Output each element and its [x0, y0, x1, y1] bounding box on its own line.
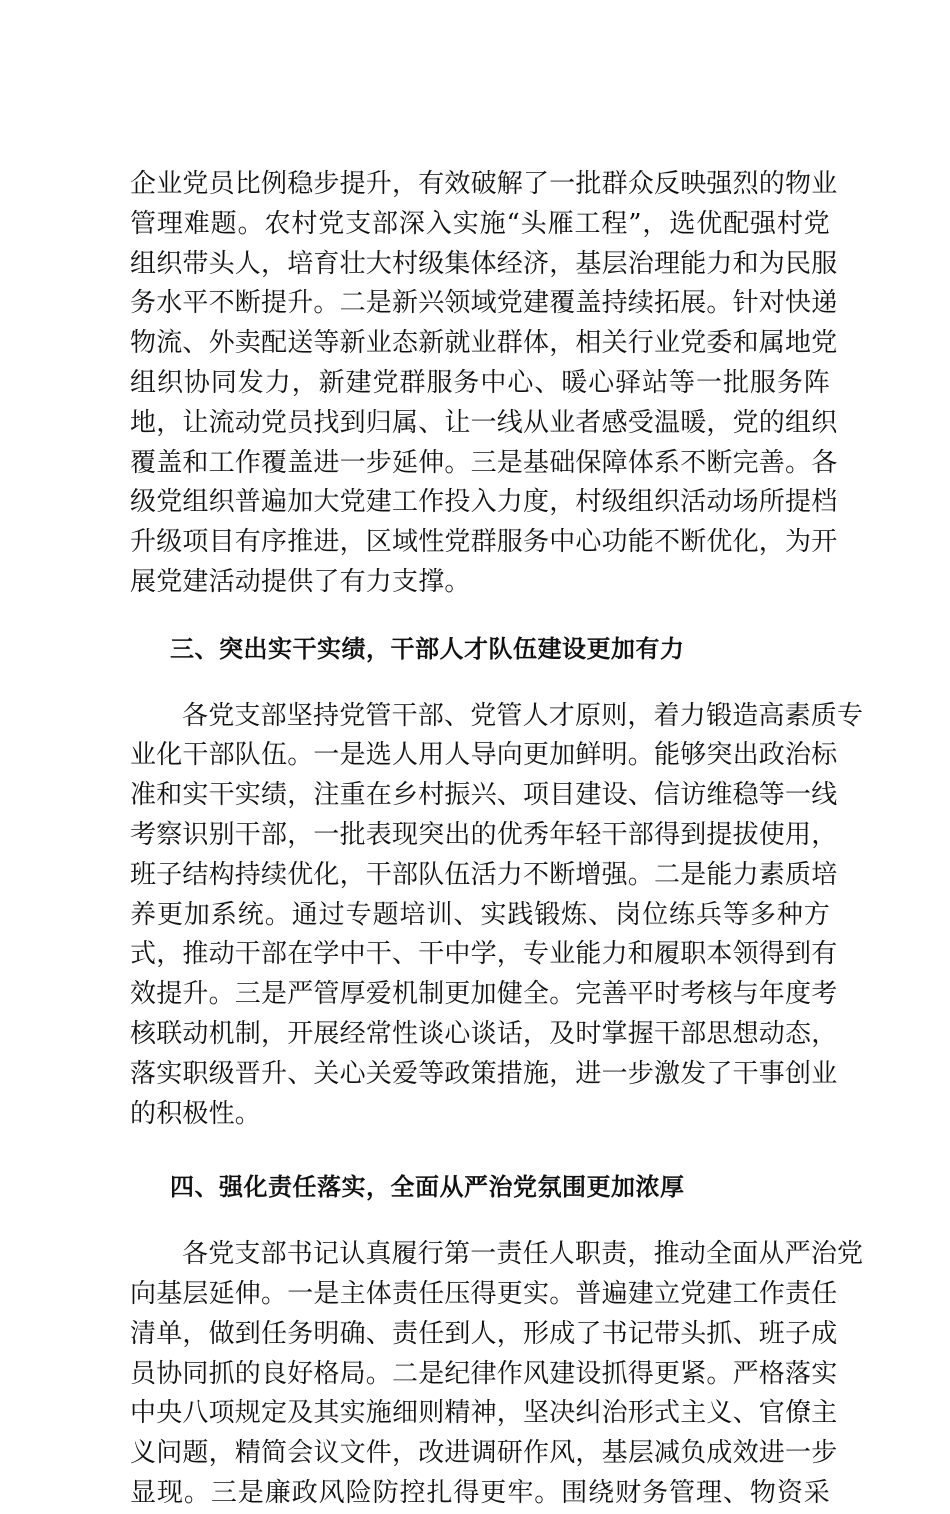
text-line: 显现。三是廉政风险防控扎得更牢。围绕财务管理、物资采 — [130, 1477, 830, 1508]
text-line: 义问题，精简会议文件，改进调研作风，基层减负成效进一步 — [130, 1438, 838, 1469]
paragraph-section-3 — [130, 697, 864, 1135]
text-line: 效提升。三是严管厚爱机制更加健全。完善平时考核与年度考 — [130, 979, 838, 1010]
text-line: 落实职级晋升、关心关爱等政策措施，进一步激发了干事创业 — [130, 1058, 838, 1089]
text-line: 的积极性。 — [130, 1098, 262, 1129]
text-line: 中央八项规定及其实施细则精神，坚决纠治形式主义、官僚主 — [130, 1398, 838, 1429]
text-line: 级党组织普遍加大党建工作投入力度，村级组织活动场所提档 — [130, 487, 838, 518]
text-line: 准和实干实绩，注重在乡村振兴、项目建设、信访维稳等一线 — [130, 780, 838, 811]
text-line: 管理难题。农村党支部深入实施“头雁工程”，选优配强村党 — [130, 208, 830, 239]
text-line: 各党支部书记认真履行第一责任人职责，推动全面从严治党 — [182, 1239, 864, 1270]
text-line: 班子结构持续优化，干部队伍活力不断增强。二是能力素质培 — [130, 859, 838, 890]
text-line: 展党建活动提供了有力支撑。 — [130, 566, 471, 597]
text-line: 核联动机制，开展经常性谈心谈话，及时掌握干部思想动态， — [130, 1018, 838, 1049]
text-line: 员协同抓的良好格局。二是纪律作风建设抓得更紧。严格落实 — [130, 1358, 838, 1389]
paragraph-continuation — [130, 165, 838, 603]
text-line: 养更加系统。通过专题培训、实践锻炼、岗位练兵等多种方 — [130, 899, 830, 930]
text-line: 清单，做到任务明确、责任到人，形成了书记带头抓、班子成 — [130, 1318, 838, 1349]
text-line: 地，让流动党员找到归属、让一线从业者感受温暖，党的组织 — [130, 407, 838, 438]
text-line: 覆盖和工作覆盖进一步延伸。三是基础保障体系不断完善。各 — [130, 447, 838, 478]
text-line: 升级项目有序推进，区域性党群服务中心功能不断优化，为开 — [130, 527, 838, 558]
document-body — [130, 165, 864, 1514]
text-line: 业化干部队伍。一是选人用人导向更加鲜明。能够突出政治标 — [130, 740, 838, 771]
text-line: 组织协同发力，新建党群服务中心、暖心驿站等一批服务阵 — [130, 367, 830, 398]
text-line: 物流、外卖配送等新业态新就业群体，相关行业党委和属地党 — [130, 328, 838, 359]
text-line: 企业党员比例稳步提升，有效破解了一批群众反映强烈的物业 — [130, 169, 838, 199]
text-line: 向基层延伸。一是主体责任压得更实。普遍建立党建工作责任 — [130, 1278, 838, 1309]
text-line: 式，推动干部在学中干、干中学，专业能力和履职本领得到有 — [130, 939, 838, 970]
text-line: 考察识别干部，一批表现突出的优秀年轻干部得到提拔使用， — [130, 819, 838, 850]
section-heading-4: 四、强化责任落实，全面从严治党氛围更加浓厚 — [170, 1173, 685, 1202]
text-line: 各党支部坚持党管干部、党管人才原则，着力锻造高素质专 — [182, 700, 864, 731]
text-line: 务水平不断提升。二是新兴领域党建覆盖持续拓展。针对快递 — [130, 288, 838, 319]
text-line: 组织带头人，培育壮大村级集体经济，基层治理能力和为民服 — [130, 248, 838, 279]
section-heading-3: 三、突出实干实绩，干部人才队伍建设更加有力 — [170, 634, 685, 663]
paragraph-section-4 — [130, 1235, 864, 1514]
